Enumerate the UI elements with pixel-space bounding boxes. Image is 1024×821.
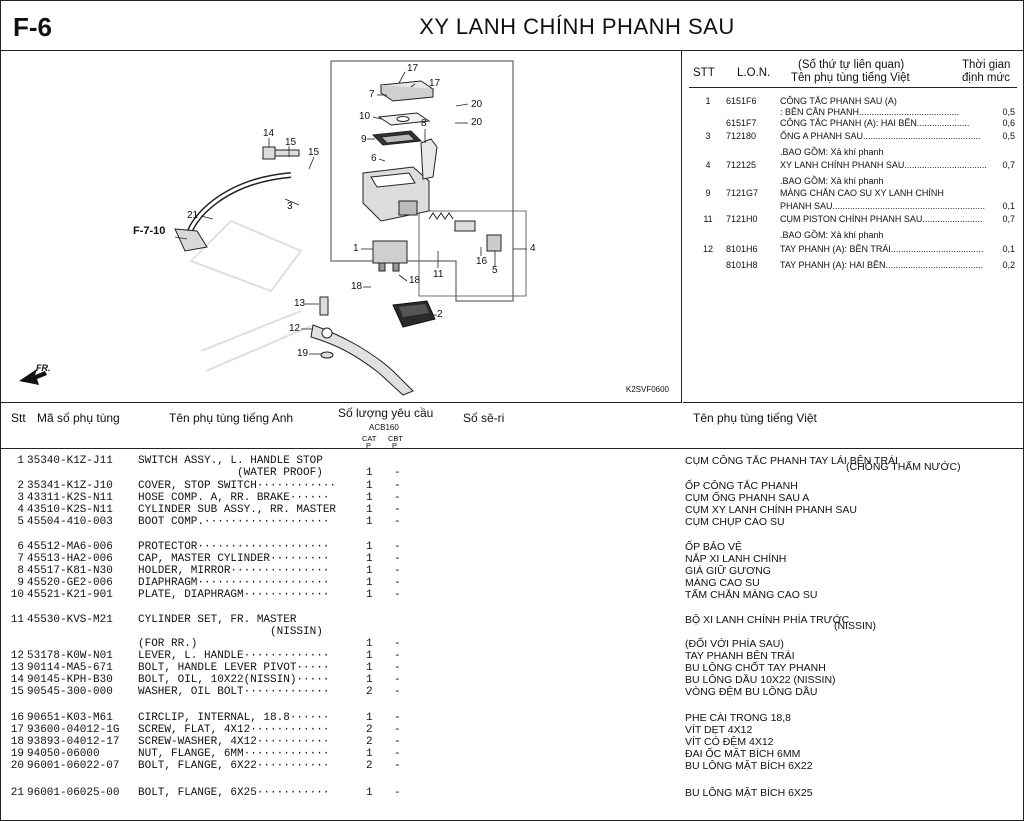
- row-name-vn: (ĐỐI VỚI PHÍA SAU): [685, 638, 784, 650]
- part-pivot-bolt: [320, 297, 328, 315]
- row-name-vn: TAY PHANH BÊN TRÁI: [685, 650, 795, 662]
- table-row: [1, 516, 1023, 528]
- row-stt: 12: [10, 650, 24, 662]
- row-qty-cbt: -: [394, 553, 401, 565]
- callout-20b: 20: [471, 117, 483, 128]
- callout-15a: 15: [285, 137, 297, 148]
- table-row: [1, 724, 1023, 736]
- row-name-en: BOLT, FLANGE, 6X22···········: [138, 760, 330, 772]
- tp-header-lon: L.O.N.: [737, 67, 771, 79]
- callout-10: 10: [359, 111, 371, 122]
- callout-1: 1: [353, 243, 359, 254]
- row-name-vn: GIÁ GIỮ GƯƠNG: [685, 565, 771, 577]
- tp-name: TAY PHANH (A): BÊN TRÁI.....................................: [780, 244, 984, 254]
- tp-name: .BAO GỒM: Xả khí phanh: [780, 230, 884, 240]
- tp-header-name-1: (Số thứ tự liên quan): [798, 59, 905, 71]
- table-row: [1, 662, 1023, 674]
- row-qty-cbt: -: [394, 589, 401, 601]
- row-name-en: HOSE COMP. A, RR. BRAKE······: [138, 492, 330, 504]
- tp-name: .BAO GỒM: Xả khí phanh: [780, 147, 884, 157]
- row-qty-cat: 1: [366, 577, 373, 589]
- tp-stt: 1: [705, 96, 711, 106]
- front-direction-label: FR.: [36, 363, 51, 373]
- part-piston-spring: [429, 213, 501, 251]
- row-stt: 1: [17, 455, 24, 467]
- row-part-no: 90651-K03-M61: [27, 712, 113, 724]
- row-qty-cat: 1: [366, 589, 373, 601]
- row-stt: 8: [17, 565, 24, 577]
- tp-time: 0,1: [1002, 244, 1015, 254]
- table-row: [1, 712, 1023, 724]
- table-row: [1, 674, 1023, 686]
- callout-19: 19: [297, 348, 309, 359]
- tp-header-time-2: định mức: [962, 72, 1010, 84]
- row-qty-cbt: -: [394, 748, 401, 760]
- row-stt: 13: [10, 662, 24, 674]
- row-qty-cat: 1: [366, 662, 373, 674]
- callout-21: 21: [187, 210, 199, 221]
- row-part-no: 96001-06022-07: [27, 760, 120, 772]
- row-stt: 19: [10, 748, 24, 760]
- callout-6: 6: [371, 153, 377, 164]
- row-name-en: BOLT, FLANGE, 6X25···········: [138, 787, 330, 799]
- row-name-vn: BU LÔNG DẦU 10X22 (NISSIN): [685, 674, 836, 686]
- tp-name: MÀNG CHẮN CAO SU XY LANH CHÍNH: [780, 188, 944, 198]
- th-cat: CAT: [362, 434, 377, 443]
- tp-header-rule: [689, 87, 1017, 88]
- row-name-vn: BỘ XI LANH CHÍNH PHÍA TRƯỚC: [685, 614, 850, 626]
- row-qty-cat: 2: [366, 686, 373, 698]
- row-qty-cbt: -: [394, 686, 401, 698]
- tp-lon: 7121H0: [726, 214, 758, 224]
- callout-4: 4: [530, 243, 536, 254]
- row-name-en: DIAPHRAGM····················: [138, 577, 330, 589]
- row-name-en: SWITCH ASSY., L. HANDLE STOP: [138, 455, 323, 467]
- row-qty-cat: 1: [366, 674, 373, 686]
- row-name-en: (WATER PROOF): [138, 467, 323, 479]
- row-name-vn: VÍT CÓ ĐỆM 4X12: [685, 736, 774, 748]
- row-part-no: 45504-410-003: [27, 516, 113, 528]
- callout-18a: 18: [351, 281, 363, 292]
- row-name-vn-continued: (CHỐNG THẤM NƯỚC): [846, 461, 961, 473]
- row-part-no: 94050-06000: [27, 748, 100, 760]
- row-name-vn: MÀNG CAO SU: [685, 577, 760, 589]
- row-stt: 11: [10, 614, 24, 626]
- parts-table-header: [1, 403, 1023, 449]
- th-cat-p: P: [366, 441, 372, 450]
- row-name-vn: VÍT DẸT 4X12: [685, 724, 753, 736]
- tp-lon: 712180: [726, 131, 757, 141]
- row-part-no: 45520-GE2-006: [27, 577, 113, 589]
- row-name-en: NUT, FLANGE, 6MM·············: [138, 748, 330, 760]
- row-name-vn: ỐP CÔNG TẮC PHANH: [685, 480, 798, 492]
- row-qty-cbt: -: [394, 724, 401, 736]
- tp-time: 0,7: [1002, 214, 1015, 224]
- row-stt: 9: [17, 577, 24, 589]
- th-cbt-p: P: [392, 441, 398, 450]
- row-qty-cbt: -: [394, 577, 401, 589]
- exploded-diagram: [1, 51, 682, 403]
- row-name-en: CYLINDER SET, FR. MASTER: [138, 614, 297, 626]
- tp-lon: 8101H6: [726, 244, 758, 254]
- row-name-en: WASHER, OIL BOLT·············: [138, 686, 330, 698]
- th-name-vn: Tên phụ tùng tiếng Việt: [693, 411, 817, 425]
- tp-time: 0,1: [1002, 201, 1015, 211]
- row-name-en: CAP, MASTER CYLINDER·········: [138, 553, 330, 565]
- row-name-vn: PHE CÀI TRONG 18,8: [685, 712, 792, 724]
- tp-name: TAY PHANH (A): HAI BÊN.......................................: [780, 260, 984, 270]
- table-row: [1, 577, 1023, 589]
- row-part-no: 90145-KPH-B30: [27, 674, 113, 686]
- tp-header-stt: STT: [693, 67, 715, 79]
- callout-3: 3: [287, 201, 293, 212]
- callout-12: 12: [289, 323, 301, 334]
- row-name-en: BOLT, HANDLE LEVER PIVOT·····: [138, 662, 330, 674]
- th-qty: Số lượng yêu cầu: [338, 406, 434, 420]
- diagram-drawing: [1, 51, 681, 401]
- row-qty-cat: 1: [366, 516, 373, 528]
- row-name-en: CIRCLIP, INTERNAL, 18.8······: [138, 712, 330, 724]
- row-qty-cat: 2: [366, 736, 373, 748]
- callout-15b: 15: [308, 147, 320, 158]
- row-qty-cat: 1: [366, 467, 373, 479]
- row-qty-cbt: -: [394, 467, 401, 479]
- row-stt: 6: [17, 541, 24, 553]
- row-part-no: 45521-K21-901: [27, 589, 113, 601]
- row-name-en: (FOR RR.): [138, 638, 198, 650]
- table-row: [1, 736, 1023, 748]
- table-row: [1, 760, 1023, 772]
- part-hose-fitting: [175, 229, 207, 251]
- row-stt: 20: [10, 760, 24, 772]
- row-name-vn-continued: (NISSIN): [834, 620, 876, 632]
- part-oil-bolt: [263, 147, 299, 159]
- part-diaphragm: [373, 131, 421, 145]
- table-row: [1, 748, 1023, 760]
- row-qty-cat: 1: [366, 712, 373, 724]
- row-part-no: 93893-04012-17: [27, 736, 120, 748]
- row-stt: 16: [10, 712, 24, 724]
- labor-time-panel: [683, 51, 1023, 403]
- tp-name: XY LANH CHÍNH PHANH SAU.................................: [780, 160, 987, 170]
- tp-name: .BAO GỒM: Xả khí phanh: [780, 176, 884, 186]
- row-name-en: BOOT COMP.···················: [138, 516, 330, 528]
- tp-header-time-1: Thời gian: [962, 59, 1011, 71]
- callout-17b: 17: [429, 78, 441, 89]
- row-part-no: 45512-MA6-006: [27, 541, 113, 553]
- row-qty-cat: 2: [366, 760, 373, 772]
- tp-time: 0,6: [1002, 118, 1015, 128]
- tp-time: 0,7: [1002, 160, 1015, 170]
- row-qty-cat: 1: [366, 787, 373, 799]
- row-qty-cat: 1: [366, 638, 373, 650]
- tp-stt: 9: [705, 188, 711, 198]
- row-stt: 7: [17, 553, 24, 565]
- table-row: [1, 553, 1023, 565]
- callout-11: 11: [433, 269, 444, 280]
- table-row: [1, 589, 1023, 601]
- tp-lon: 6151F7: [726, 118, 757, 128]
- callout-17a: 17: [407, 63, 419, 74]
- tp-header-name-2: Tên phụ tùng tiếng Việt: [791, 72, 910, 84]
- row-qty-cbt: -: [394, 565, 401, 577]
- row-part-no: 45530-KVS-M21: [27, 614, 113, 626]
- tp-time: 0,5: [1002, 107, 1015, 117]
- row-stt: 15: [10, 686, 24, 698]
- tp-name: : BÊN CẦN PHANH........................................: [780, 107, 960, 117]
- callout-2: 2: [437, 309, 443, 320]
- page-title: XY LANH CHÍNH PHANH SAU: [419, 14, 735, 39]
- row-qty-cat: 1: [366, 504, 373, 516]
- row-stt: 5: [17, 516, 24, 528]
- table-row: [1, 504, 1023, 516]
- row-stt: 17: [10, 724, 24, 736]
- row-name-en: PROTECTOR····················: [138, 541, 330, 553]
- row-stt: 2: [17, 480, 24, 492]
- table-row: [1, 492, 1023, 504]
- row-name-vn: BU LÔNG MẶT BÍCH 6X25: [685, 787, 813, 799]
- th-part-no: Mã số phụ tùng: [37, 411, 120, 425]
- row-qty-cbt: -: [394, 674, 401, 686]
- row-qty-cbt: -: [394, 504, 401, 516]
- row-name-vn: NẮP XI LANH CHÍNH: [685, 553, 787, 565]
- tp-name: PHANH SAU.............................................................: [780, 201, 986, 211]
- tp-stt: 4: [705, 160, 711, 170]
- row-part-no: 43510-K2S-N11: [27, 504, 113, 516]
- table-row: [1, 480, 1023, 492]
- table-row: [1, 787, 1023, 799]
- row-name-en: BOLT, OIL, 10X22(NISSIN)·····: [138, 674, 330, 686]
- row-qty-cat: 1: [366, 480, 373, 492]
- row-name-en: LEVER, L. HANDLE·············: [138, 650, 330, 662]
- th-model: ACB160: [369, 423, 399, 432]
- row-qty-cat: 1: [366, 650, 373, 662]
- tp-lon: 7121G7: [726, 188, 759, 198]
- row-part-no: 35341-K1Z-J10: [27, 480, 113, 492]
- row-name-vn: BU LÔNG CHỐT TAY PHANH: [685, 662, 826, 674]
- tp-stt: 3: [705, 131, 711, 141]
- row-part-no: 53178-K0W-N01: [27, 650, 113, 662]
- row-part-no: 96001-06025-00: [27, 787, 120, 799]
- row-name-en: HOLDER, MIRROR···············: [138, 565, 330, 577]
- row-qty-cbt: -: [394, 662, 401, 674]
- row-name-vn: CỤM XY LANH CHÍNH PHANH SAU: [685, 504, 857, 516]
- th-name-en: Tên phụ tùng tiếng Anh: [169, 411, 294, 425]
- row-name-vn: TẤM CHẮN MÀNG CAO SU: [685, 589, 818, 601]
- page-header: [1, 1, 1023, 51]
- row-qty-cbt: -: [394, 650, 401, 662]
- callout-18b: 18: [409, 275, 421, 286]
- row-qty-cat: 1: [366, 565, 373, 577]
- row-stt: 10: [10, 589, 24, 601]
- row-name-vn: ỐP BẢO VỆ: [685, 541, 742, 553]
- row-part-no: 90114-MA5-671: [27, 662, 113, 674]
- row-name-vn: CỤM CHỤP CAO SU: [685, 516, 785, 528]
- row-stt: 18: [10, 736, 24, 748]
- row-stt: 4: [17, 504, 24, 516]
- row-qty-cat: 1: [366, 748, 373, 760]
- row-name-en: SCREW-WASHER, 4X12···········: [138, 736, 330, 748]
- row-qty-cat: 1: [366, 492, 373, 504]
- callout-20a: 20: [471, 99, 483, 110]
- part-brake-hose: [189, 175, 291, 235]
- row-stt: 14: [10, 674, 24, 686]
- tp-lon: 6151F6: [726, 96, 757, 106]
- row-part-no: 43311-K2S-N11: [27, 492, 113, 504]
- tp-lon: 712125: [726, 160, 757, 170]
- table-row: [1, 565, 1023, 577]
- tp-name: CÔNG TẮC PHANH (A): HAI BÊN.....................: [780, 118, 970, 128]
- table-row: [1, 686, 1023, 698]
- row-part-no: 90545-300-000: [27, 686, 113, 698]
- callout-9: 9: [361, 134, 367, 145]
- callout-5: 5: [492, 265, 498, 276]
- row-qty-cbt: -: [394, 492, 401, 504]
- row-stt: 3: [17, 492, 24, 504]
- part-master-cylinder: [363, 139, 437, 221]
- callout-16: 16: [476, 256, 488, 267]
- tp-name: CỤM PISTON CHÍNH PHANH SAU........................: [780, 214, 983, 224]
- row-part-no: 93600-04012-1G: [27, 724, 120, 736]
- th-serial: Số sê-ri: [463, 411, 505, 425]
- row-qty-cbt: -: [394, 638, 401, 650]
- tp-name: ỐNG A PHANH SAU...............................................: [780, 131, 981, 141]
- tp-stt: 11: [703, 214, 713, 224]
- diagram-code: K2SVF0600: [625, 385, 669, 394]
- row-part-no: 45513-HA2-006: [27, 553, 113, 565]
- row-name-en: (NISSIN): [138, 626, 323, 638]
- callout-14: 14: [263, 128, 275, 139]
- th-stt: Stt: [11, 411, 26, 425]
- row-name-vn: BU LÔNG MẶT BÍCH 6X22: [685, 760, 813, 772]
- row-qty-cbt: -: [394, 760, 401, 772]
- row-qty-cat: 1: [366, 553, 373, 565]
- leader-lines: [175, 72, 527, 354]
- cross-reference-label: F-7-10: [133, 225, 166, 237]
- row-name-en: COVER, STOP SWITCH············: [138, 480, 337, 492]
- callout-8: 8: [421, 118, 427, 129]
- callout-7: 7: [369, 89, 375, 100]
- row-name-vn: CỤM CÔNG TẮC PHANH TAY LÁI BÊN TRÁI: [685, 455, 898, 467]
- part-flange-nut: [321, 352, 333, 358]
- part-stop-switch: [373, 241, 407, 271]
- row-qty-cat: 2: [366, 724, 373, 736]
- tp-time: 0,5: [1002, 131, 1015, 141]
- row-name-en: CYLINDER SUB ASSY., RR. MASTER: [138, 504, 337, 516]
- callout-13: 13: [294, 298, 306, 309]
- tp-time: 0,2: [1002, 260, 1015, 270]
- row-qty-cbt: -: [394, 712, 401, 724]
- row-name-vn: ĐAI ỐC MẶT BÍCH 6MM: [685, 748, 801, 760]
- row-qty-cbt: -: [394, 541, 401, 553]
- row-part-no: 45517-K81-N30: [27, 565, 113, 577]
- table-row: [1, 638, 1023, 650]
- row-part-no: 35340-K1Z-J11: [27, 455, 113, 467]
- tp-name: CÔNG TẮC PHANH SAU (A): [780, 96, 897, 106]
- row-qty-cat: 1: [366, 541, 373, 553]
- row-qty-cbt: -: [394, 787, 401, 799]
- row-qty-cbt: -: [394, 736, 401, 748]
- row-qty-cbt: -: [394, 516, 401, 528]
- page-code: F-6: [13, 12, 52, 42]
- row-name-en: SCREW, FLAT, 4X12············: [138, 724, 330, 736]
- th-cbt: CBT: [388, 434, 403, 443]
- row-stt: 21: [10, 787, 24, 799]
- row-qty-cbt: -: [394, 480, 401, 492]
- row-name-vn: VÒNG ĐỆM BU LÔNG DẦU: [685, 686, 818, 698]
- honda-watermark: [191, 221, 311, 371]
- table-row: [1, 541, 1023, 553]
- tp-lon: 8101H8: [726, 260, 758, 270]
- row-name-vn: CỤM ỐNG PHANH SAU A: [685, 492, 810, 504]
- row-name-en: PLATE, DIAPHRAGM·············: [138, 589, 330, 601]
- table-row: [1, 650, 1023, 662]
- part-cap: [381, 81, 433, 101]
- tp-stt: 12: [702, 244, 713, 254]
